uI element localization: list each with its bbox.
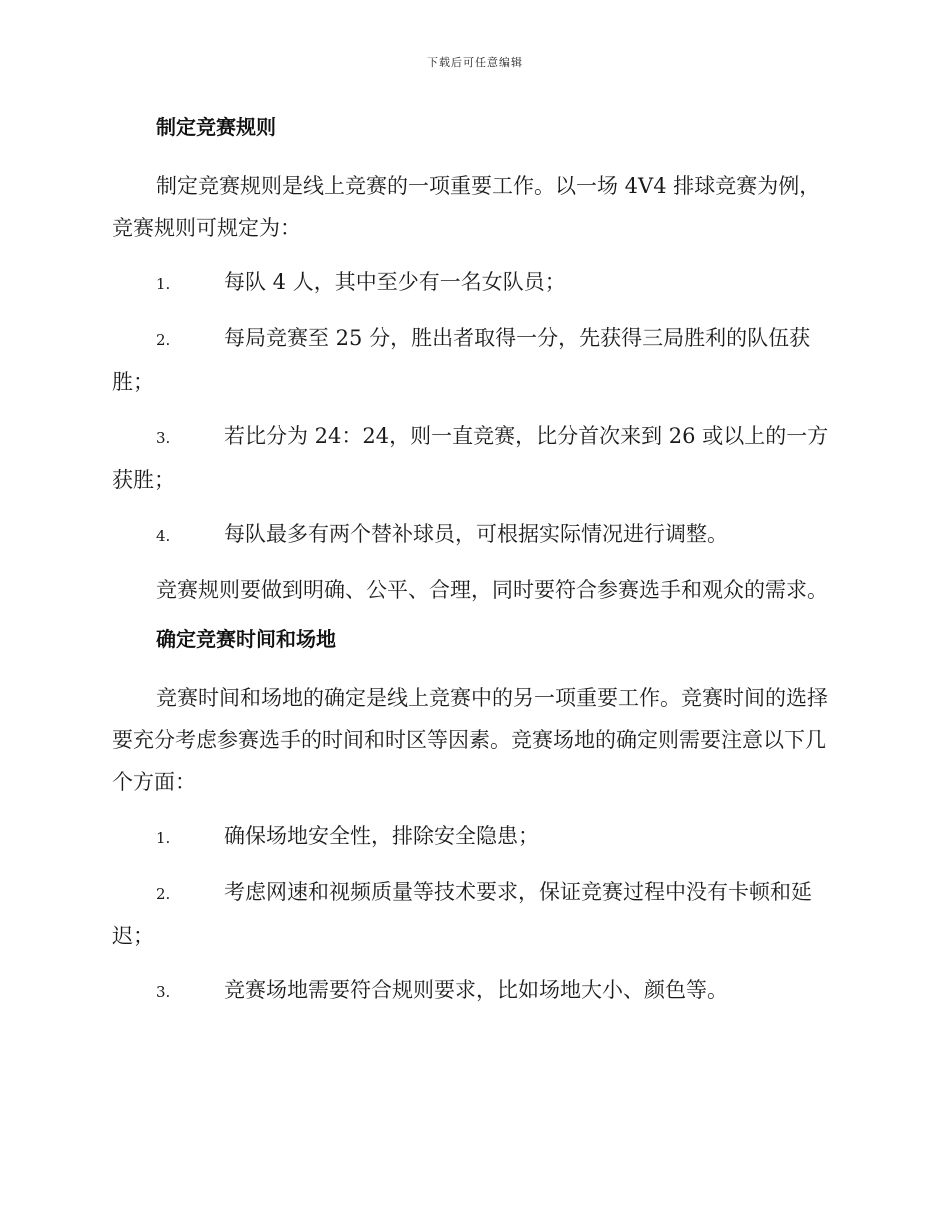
section-heading-time-venue: 确定竞赛时间和场地 xyxy=(156,627,336,651)
rules-intro-paragraph: 制定竞赛规则是线上竞赛的一项重要工作。以一场 4V4 排球竞赛为例，竞赛规则可规定为： xyxy=(112,174,821,240)
rules-outro-paragraph: 竞赛规则要做到明确、公平、合理，同时要符合参赛选手和观众的需求。 xyxy=(156,578,828,602)
list-item xyxy=(112,871,838,957)
list-number: 3. xyxy=(156,983,171,1001)
page-header: 下载后可任意编辑 xyxy=(427,56,523,69)
list-item-text: 确保场地安全性，排除安全隐患； xyxy=(224,824,539,848)
list-number: 1. xyxy=(156,275,171,293)
section-heading-rules: 制定竞赛规则 xyxy=(156,115,276,139)
list-number: 2. xyxy=(156,885,171,903)
list-number: 3. xyxy=(156,429,171,447)
list-item-text: 每队最多有两个替补球员，可根据实际情况进行调整。 xyxy=(224,522,728,546)
list-item xyxy=(112,513,838,557)
list-item-text: 考虑网速和视频质量等技术要求，保证竞赛过程中没有卡顿和延迟； xyxy=(112,880,812,948)
document-body xyxy=(112,111,838,1025)
list-number: 4. xyxy=(156,527,171,545)
list-item xyxy=(112,969,838,1013)
list-number: 1. xyxy=(156,829,171,847)
list-item-text: 若比分为 24：24，则一直竞赛，比分首次来到 26 或以上的一方获胜； xyxy=(112,424,829,492)
list-item xyxy=(112,415,838,501)
list-item-text: 每队 4 人，其中至少有一名女队员； xyxy=(224,270,566,294)
list-item xyxy=(112,317,838,403)
time-venue-intro-paragraph: 竞赛时间和场地的确定是线上竞赛中的另一项重要工作。竞赛时间的选择要充分考虑参赛选手的时间和时区等因素。竞赛场地的确定则需要注意以下几个方面： xyxy=(112,686,828,794)
list-number: 2. xyxy=(156,331,171,349)
list-item-text: 竞赛场地需要符合规则要求，比如场地大小、颜色等。 xyxy=(224,978,728,1002)
list-item xyxy=(112,815,838,859)
list-item-text: 每局竞赛至 25 分，胜出者取得一分，先获得三局胜利的队伍获胜； xyxy=(112,326,811,394)
list-item xyxy=(112,261,838,305)
